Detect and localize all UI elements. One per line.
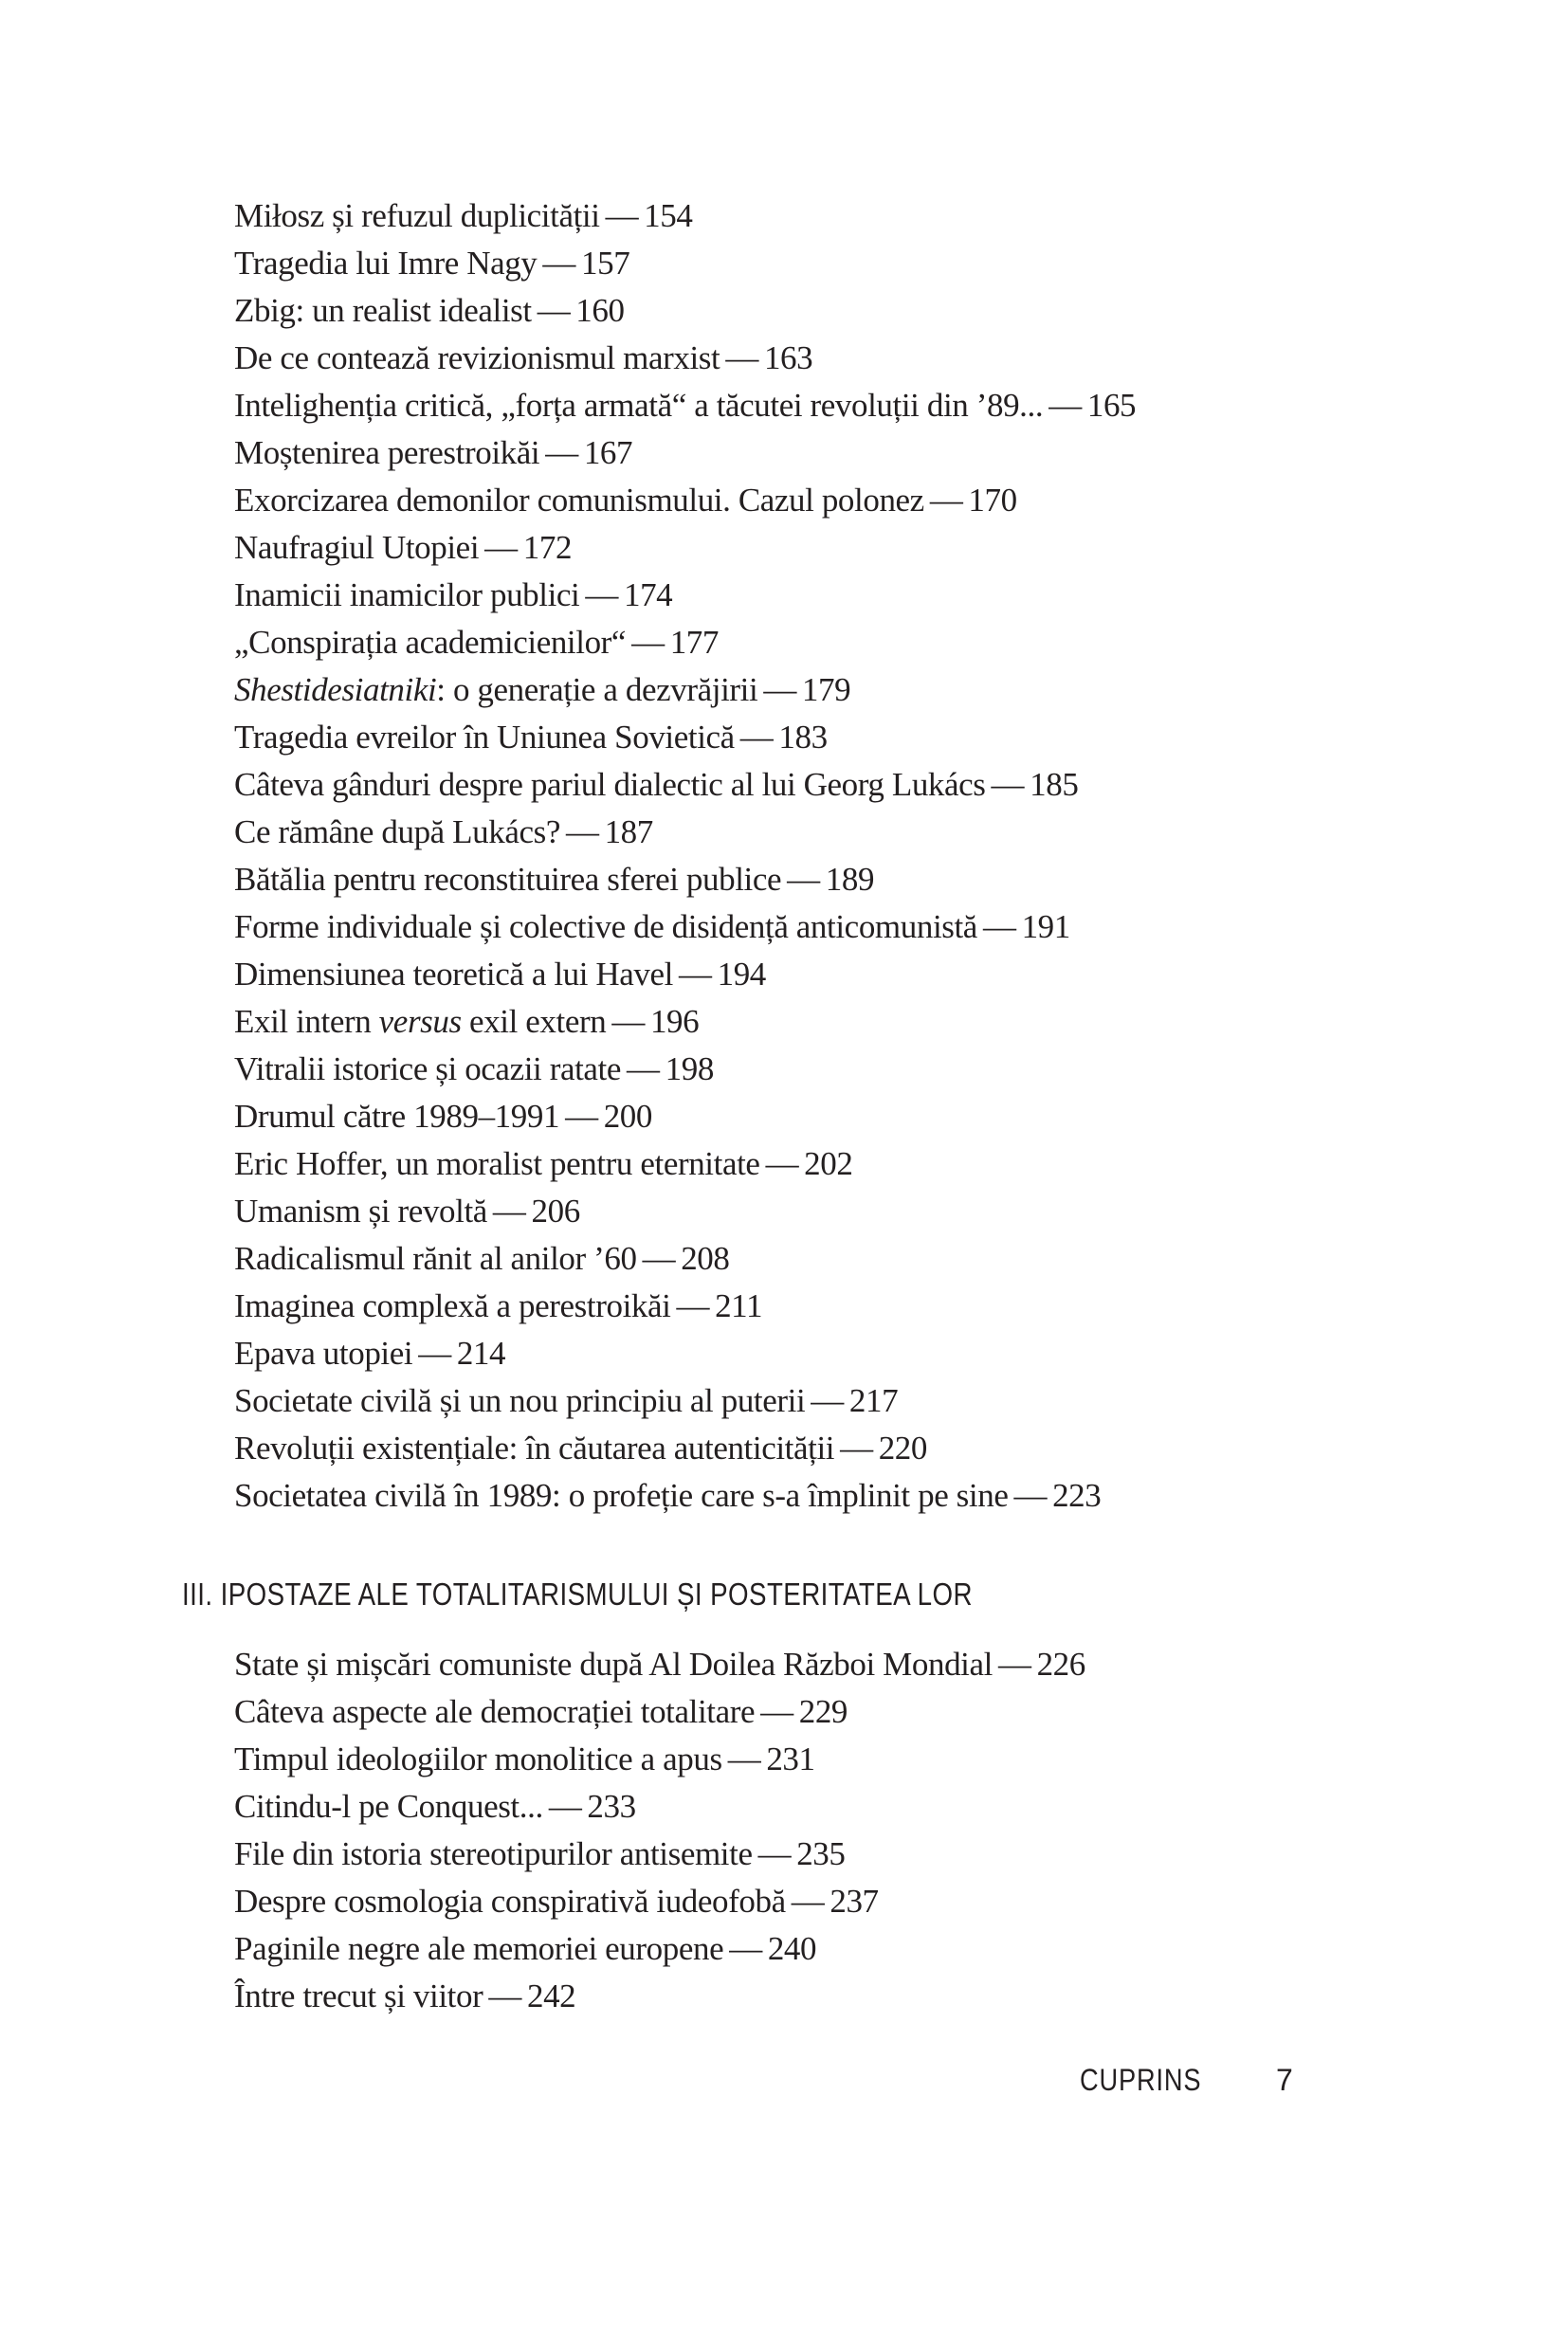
toc-entry-dash: — bbox=[492, 1193, 526, 1230]
toc-entry-dash: — bbox=[605, 197, 639, 234]
toc-entry-page: 229 bbox=[798, 1693, 848, 1730]
toc-entry-dash: — bbox=[1013, 1477, 1048, 1514]
toc-entry-dash: — bbox=[760, 1693, 793, 1730]
toc-entry bbox=[234, 1472, 1136, 1520]
toc-entry-page: 183 bbox=[778, 719, 828, 756]
toc-entry-page: 187 bbox=[604, 813, 653, 850]
section-iii-heading: III. IPOSTAZE ALE TOTALITARISMULUI ȘI POSTERITATEA LOR bbox=[182, 1576, 973, 1612]
toc-entry bbox=[234, 1283, 1136, 1330]
toc-entry bbox=[234, 1425, 1136, 1472]
toc-entry-dash: — bbox=[811, 1382, 844, 1419]
toc-entry-page: 160 bbox=[575, 292, 625, 329]
toc-entry-page: 179 bbox=[801, 671, 851, 708]
toc-entry-dash: — bbox=[418, 1335, 451, 1372]
toc-entry-dash: — bbox=[763, 671, 796, 708]
toc-entry-title: Vitralii istorice și ocazii ratate bbox=[234, 1050, 622, 1087]
toc-entry-page: 165 bbox=[1086, 387, 1137, 424]
toc-entry-title: Epava utopiei bbox=[234, 1335, 413, 1372]
toc-entry-page: 226 bbox=[1036, 1646, 1085, 1683]
toc-entry-dash: — bbox=[585, 576, 618, 613]
toc-entry-dash: — bbox=[631, 624, 665, 661]
toc-entry-page: 185 bbox=[1030, 766, 1079, 803]
toc-entry-dash: — bbox=[676, 1287, 710, 1324]
toc-entry-title: Citindu-l pe Conquest... bbox=[234, 1788, 543, 1825]
toc-entry-title: : o generație a dezvrăjirii bbox=[436, 671, 758, 708]
toc-entry-title: Miłosz și refuzul duplicității bbox=[234, 197, 600, 234]
toc-entry-title: Radicalismul rănit al anilor ’60 bbox=[234, 1240, 637, 1277]
toc-entry-page: 154 bbox=[644, 197, 693, 234]
toc-entry-dash: — bbox=[729, 1930, 762, 1967]
toc-entry bbox=[234, 1783, 1085, 1831]
toc-entry-dash: — bbox=[488, 1977, 521, 2014]
toc-entry-page: 202 bbox=[804, 1145, 853, 1182]
toc-entry-title: Câteva aspecte ale democrației totalitare bbox=[234, 1693, 756, 1730]
toc-entry-title: Între trecut și viitor bbox=[234, 1977, 483, 2014]
toc-entry-page: 235 bbox=[796, 1835, 846, 1872]
toc-entry bbox=[234, 1093, 1136, 1140]
toc-entry-page: 198 bbox=[665, 1050, 714, 1087]
toc-entry-page: 200 bbox=[603, 1098, 652, 1135]
toc-entry-dash: — bbox=[982, 908, 1016, 945]
toc-entry-page: 189 bbox=[825, 861, 875, 898]
toc-entry-page: 214 bbox=[456, 1335, 506, 1372]
toc-entry-title-italic: Shestidesiatniki bbox=[234, 671, 437, 708]
toc-entry bbox=[234, 998, 1136, 1046]
toc-entry bbox=[234, 951, 1136, 998]
toc-entry bbox=[234, 287, 1136, 335]
toc-entry-title: Naufragiul Utopiei bbox=[234, 529, 480, 566]
toc-entry-title-italic: versus bbox=[378, 1003, 462, 1040]
toc-entry-page: 211 bbox=[715, 1287, 763, 1324]
running-footer-label: CUPRINS bbox=[1080, 2063, 1202, 2097]
toc-entry-page: 163 bbox=[763, 339, 813, 376]
toc-entry-dash: — bbox=[545, 434, 578, 471]
toc-entry-page: 194 bbox=[717, 956, 766, 993]
toc-entry-title: Intelighenția critică, „forța armată“ a tăcutei revoluții din ’89... bbox=[234, 387, 1044, 424]
toc-entry-title: Moștenirea perestroikăi bbox=[234, 434, 540, 471]
toc-entry-dash: — bbox=[791, 1883, 825, 1920]
toc-entry-page: 177 bbox=[669, 624, 719, 661]
toc-entry-title: Eric Hoffer, un moralist pentru eternitate bbox=[234, 1145, 760, 1182]
toc-entry-title: Dimensiunea teoretică a lui Havel bbox=[234, 956, 673, 993]
toc-entry-page: 240 bbox=[767, 1930, 817, 1967]
toc-entry-page: 217 bbox=[848, 1382, 899, 1419]
toc-entry-title: exil extern bbox=[461, 1003, 607, 1040]
toc-entry bbox=[234, 619, 1136, 666]
toc-entry-title: Tragedia evreilor în Uniunea Sovietică bbox=[234, 719, 735, 756]
toc-entry-page: 206 bbox=[531, 1193, 580, 1230]
toc-entry-dash: — bbox=[757, 1835, 792, 1872]
toc-entry-dash: — bbox=[765, 1145, 799, 1182]
toc-entry-title: Câteva gânduri despre pariul dialectic al lui Georg Lukács bbox=[234, 766, 986, 803]
toc-entry-dash: — bbox=[642, 1240, 676, 1277]
toc-entry-page: 242 bbox=[526, 1977, 576, 2014]
toc-entry bbox=[234, 1188, 1136, 1235]
toc-entry-title: Umanism și revoltă bbox=[234, 1193, 487, 1230]
page-number: 7 bbox=[1276, 2063, 1293, 2097]
toc-entry-title: Despre cosmologia conspirativă iudeofobă bbox=[234, 1883, 786, 1920]
toc-entry bbox=[234, 1330, 1136, 1377]
toc-entry bbox=[234, 1688, 1085, 1736]
toc-entry bbox=[234, 240, 1136, 287]
toc-entry bbox=[234, 809, 1136, 856]
toc-entry-page: 220 bbox=[878, 1430, 928, 1467]
toc-entry-page: 191 bbox=[1021, 908, 1070, 945]
toc-entry-dash: — bbox=[727, 1740, 761, 1777]
toc-entry-title: De ce contează revizionismul marxist bbox=[234, 339, 720, 376]
toc-entry-title: Exil intern bbox=[234, 1003, 379, 1040]
toc-entry-dash: — bbox=[679, 956, 712, 993]
toc-entry-page: 208 bbox=[681, 1240, 730, 1277]
toc-entry-title: Tragedia lui Imre Nagy bbox=[234, 245, 538, 282]
toc-entry-page: 233 bbox=[587, 1788, 636, 1825]
toc-entry-dash: — bbox=[611, 1003, 645, 1040]
toc-entry-dash: — bbox=[565, 1098, 598, 1135]
toc-entry bbox=[234, 524, 1136, 572]
toc-entry-dash: — bbox=[929, 482, 963, 519]
toc-entry-dash: — bbox=[542, 245, 576, 282]
toc-entry bbox=[234, 1235, 1136, 1283]
toc-entry-title: Exorcizarea demonilor comunismului. Cazul polonez bbox=[234, 482, 924, 519]
toc-entry-title: Paginile negre ale memoriei europene bbox=[234, 1930, 724, 1967]
toc-entry-dash: — bbox=[548, 1788, 582, 1825]
toc-entry bbox=[234, 429, 1136, 477]
toc-entry-dash: — bbox=[991, 766, 1025, 803]
toc-entry bbox=[234, 192, 1136, 240]
toc-entry bbox=[234, 1925, 1085, 1973]
toc-entry-page: 170 bbox=[968, 482, 1017, 519]
toc-entry-page: 174 bbox=[623, 576, 673, 613]
toc-entry-title: Bătălia pentru reconstituirea sferei publice bbox=[234, 861, 782, 898]
toc-entry bbox=[234, 714, 1136, 761]
toc-entry bbox=[234, 335, 1136, 382]
toc-entry-dash: — bbox=[565, 813, 599, 850]
toc-section-ii-list bbox=[234, 192, 1136, 1520]
toc-entry-dash: — bbox=[627, 1050, 660, 1087]
toc-entry-title: Societatea civilă în 1989: o profeție care s-a împlinit pe sine bbox=[234, 1477, 1009, 1514]
toc-entry-title: Revoluții existențiale: în căutarea autenticității bbox=[234, 1430, 835, 1467]
toc-entry bbox=[234, 1973, 1085, 2020]
toc-entry bbox=[234, 1046, 1136, 1093]
toc-entry-page: 231 bbox=[766, 1740, 815, 1777]
toc-section-iii-list bbox=[234, 1641, 1085, 2020]
toc-entry-title: Inamicii inamicilor publici bbox=[234, 576, 580, 613]
toc-entry bbox=[234, 477, 1136, 524]
toc-entry-dash: — bbox=[787, 861, 820, 898]
toc-entry-title: Ce rămâne după Lukács? bbox=[234, 813, 560, 850]
toc-entry-page: 196 bbox=[649, 1003, 700, 1040]
toc-entry bbox=[234, 1140, 1136, 1188]
toc-entry-title: Drumul către 1989–1991 bbox=[234, 1098, 560, 1135]
toc-entry-page: 237 bbox=[830, 1883, 879, 1920]
toc-entry bbox=[234, 1736, 1085, 1783]
toc-entry-dash: — bbox=[537, 292, 571, 329]
toc-entry bbox=[234, 666, 1136, 714]
toc-entry-title: Societate civilă și un nou principiu al puterii bbox=[234, 1382, 806, 1419]
toc-entry-title: State și mișcări comuniste după Al Doilea Război Mondial bbox=[234, 1646, 993, 1683]
toc-entry-title: Forme individuale și colective de disidență anticomunistă bbox=[234, 908, 977, 945]
toc-entry-title: „Conspirația academicienilor“ bbox=[234, 624, 627, 661]
toc-entry-title: Zbig: un realist idealist bbox=[234, 292, 532, 329]
toc-entry bbox=[234, 1878, 1085, 1925]
toc-entry-dash: — bbox=[484, 529, 518, 566]
toc-entry-title: Timpul ideologiilor monolitice a apus bbox=[234, 1740, 722, 1777]
toc-entry bbox=[234, 1831, 1085, 1878]
toc-entry-dash: — bbox=[739, 719, 774, 756]
toc-entry bbox=[234, 572, 1136, 619]
toc-entry bbox=[234, 1641, 1085, 1688]
toc-entry bbox=[234, 1377, 1136, 1425]
toc-entry-dash: — bbox=[1048, 387, 1082, 424]
toc-entry-title: File din istoria stereotipurilor antisemite bbox=[234, 1835, 753, 1872]
toc-entry bbox=[234, 382, 1136, 429]
toc-entry bbox=[234, 903, 1136, 951]
toc-entry-page: 167 bbox=[583, 434, 633, 471]
toc-entry-dash: — bbox=[725, 339, 758, 376]
toc-entry-page: 157 bbox=[581, 245, 630, 282]
toc-entry bbox=[234, 856, 1136, 903]
toc-entry bbox=[234, 761, 1136, 809]
toc-entry-title: Imaginea complexă a perestroikăi bbox=[234, 1287, 671, 1324]
toc-entry-dash: — bbox=[840, 1430, 873, 1467]
toc-entry-page: 172 bbox=[522, 529, 573, 566]
toc-entry-dash: — bbox=[997, 1646, 1031, 1683]
toc-entry-page: 223 bbox=[1052, 1477, 1102, 1514]
